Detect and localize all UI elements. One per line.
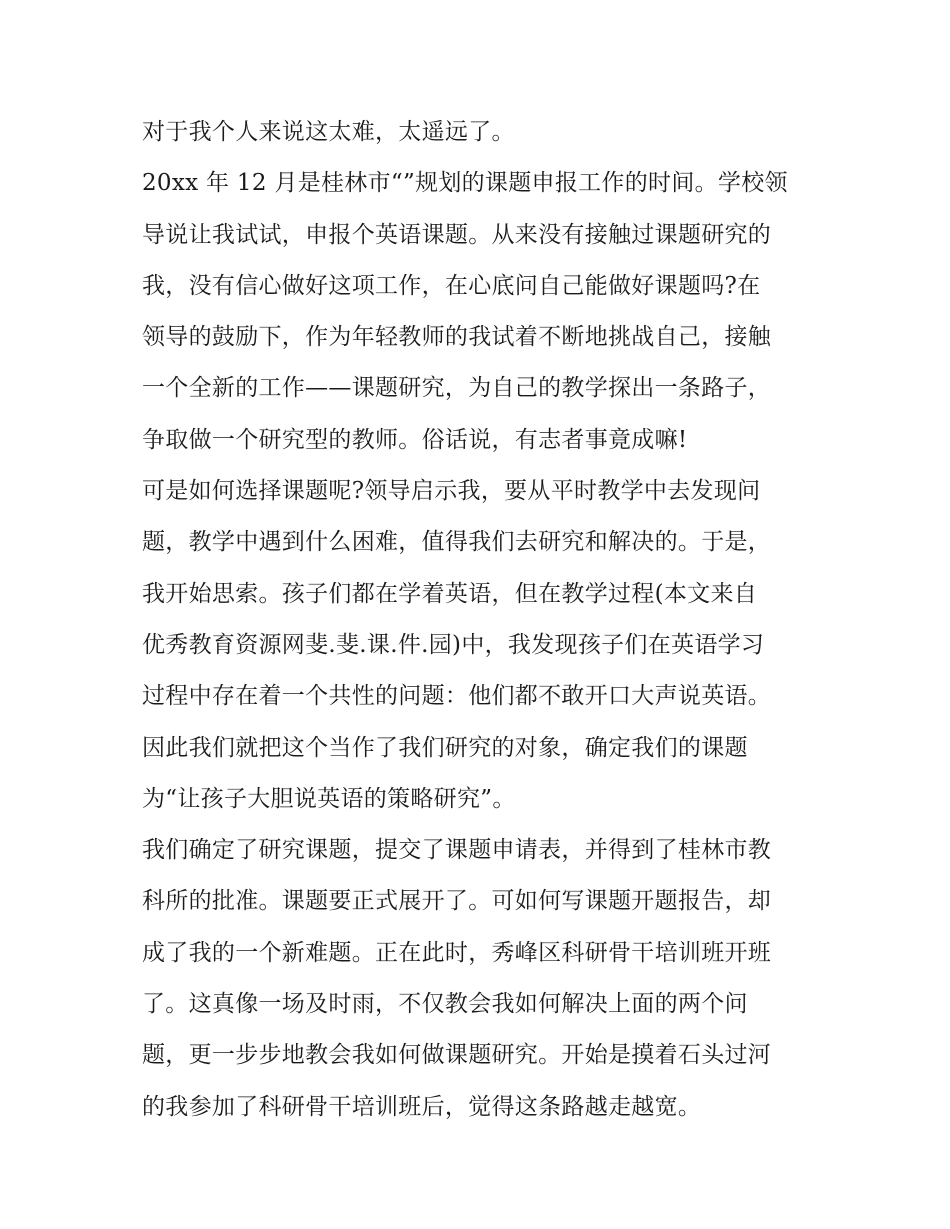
text-line: 题，更一步步地教会我如何做课题研究。开始是摸着石头过河 — [142, 1042, 772, 1069]
text-line: 争取做一个研究型的教师。俗话说，有志者事竟成嘛! — [142, 426, 688, 453]
text-line: 我开始思索。孩子们都在学着英语，但在教学过程(本文来自 — [142, 580, 758, 607]
text-line: 科所的批准。课题要正式展开了。可如何写课题开题报告，却 — [142, 888, 772, 915]
text-line: 可是如何选择课题呢?领导启示我，要从平时教学中去发现问 — [142, 478, 761, 505]
text-line: 优秀教育资源网斐.斐.课.件.园)中，我发现孩子们在英语学习 — [142, 631, 765, 658]
body-text — [142, 107, 822, 1133]
text-line: 我，没有信心做好这项工作，在心底问自己能做好课题吗?在 — [142, 272, 761, 299]
text-line: 20xx 年 12 月是桂林市“”规划的课题申报工作的时间。学校领 — [142, 170, 788, 197]
text-line: 因此我们就把这个当作了我们研究的对象，确定我们的课题 — [142, 734, 748, 761]
text-line: 题，教学中遇到什么困难，值得我们去研究和解决的。于是， — [142, 529, 772, 556]
text-line: 过程中存在着一个共性的问题：他们都不敢开口大声说英语。 — [142, 683, 772, 710]
text-line: 为“让孩子大胆说英语的策略研究”。 — [142, 785, 516, 812]
text-line: 成了我的一个新难题。正在此时，秀峰区科研骨干培训班开班 — [142, 939, 772, 966]
text-line: 导说让我试试，申报个英语课题。从来没有接触过课题研究的 — [142, 221, 772, 248]
text-line: 对于我个人来说这太难，太遥远了。 — [142, 119, 515, 145]
text-line: 一个全新的工作——课题研究，为自己的教学探出一条路子， — [142, 375, 772, 402]
text-line: 了。这真像一场及时雨，不仅教会我如何解决上面的两个问 — [142, 991, 748, 1018]
text-line: 领导的鼓励下，作为年轻教师的我试着不断地挑战自己，接触 — [142, 324, 772, 351]
text-line: 我们确定了研究课题，提交了课题申请表，并得到了桂林市教 — [142, 837, 772, 864]
text-line: 的我参加了科研骨干培训班后，觉得这条路越走越宽。 — [142, 1093, 702, 1120]
